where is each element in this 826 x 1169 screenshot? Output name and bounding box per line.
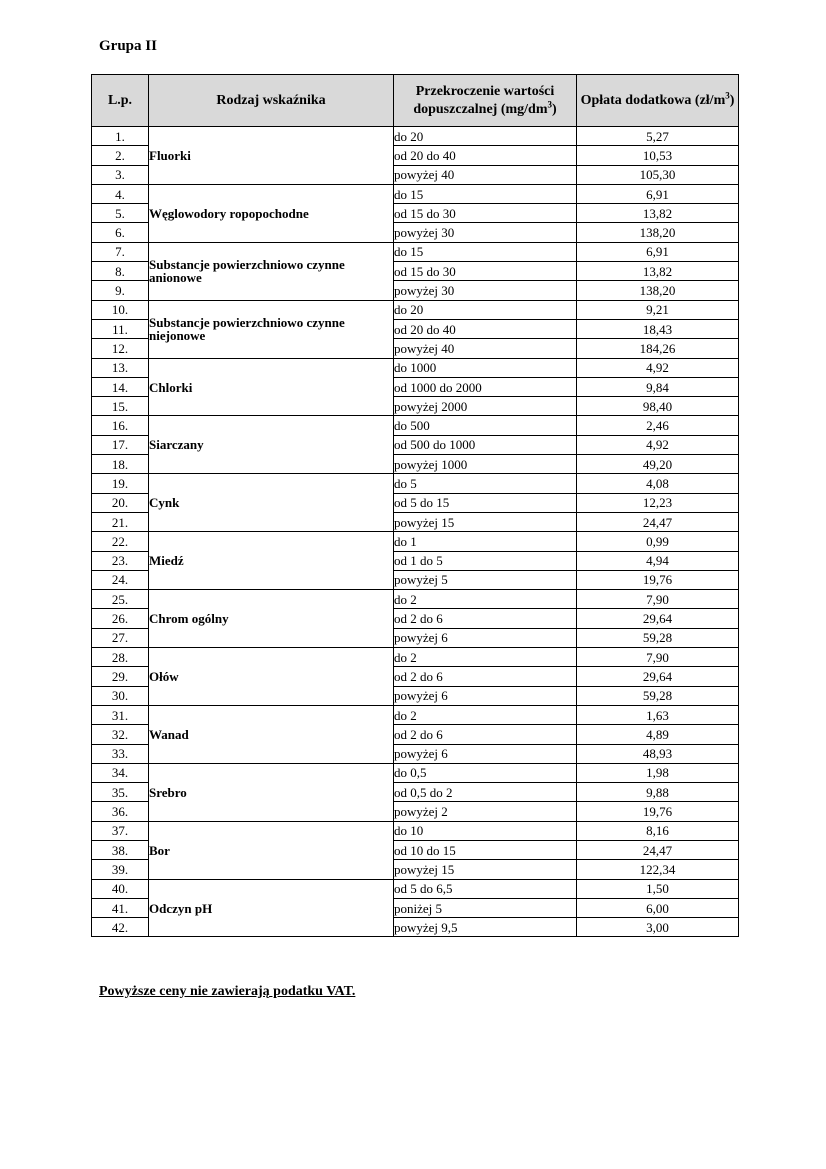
cell-fee: 3,00 xyxy=(577,918,739,937)
cell-indicator-name: Substancje powierzchniowo czynne anionowe xyxy=(149,242,394,300)
cell-fee: 2,46 xyxy=(577,416,739,435)
cell-lp: 13. xyxy=(92,358,149,377)
cell-indicator-name: Cynk xyxy=(149,474,394,532)
cell-fee: 4,92 xyxy=(577,435,739,454)
cell-range: od 2 do 6 xyxy=(394,725,577,744)
cell-lp: 7. xyxy=(92,242,149,261)
cell-fee: 24,47 xyxy=(577,512,739,531)
cell-range: powyżej 40 xyxy=(394,165,577,184)
cell-fee: 0,99 xyxy=(577,532,739,551)
vat-footnote: Powyższe ceny nie zawierają podatku VAT. xyxy=(99,984,356,999)
table-body xyxy=(92,127,739,937)
cell-lp: 37. xyxy=(92,821,149,840)
table-row xyxy=(92,590,739,609)
cell-lp: 28. xyxy=(92,648,149,667)
cell-indicator-name: Węglowodory ropopochodne xyxy=(149,184,394,242)
cell-fee: 4,89 xyxy=(577,725,739,744)
table-row xyxy=(92,821,739,840)
table-header-row xyxy=(92,75,739,127)
header-oplata-sup: 3 xyxy=(725,90,730,101)
cell-lp: 33. xyxy=(92,744,149,763)
cell-lp: 16. xyxy=(92,416,149,435)
cell-fee: 18,43 xyxy=(577,319,739,338)
cell-fee: 9,84 xyxy=(577,377,739,396)
cell-range: od 15 do 30 xyxy=(394,204,577,223)
header-oplata xyxy=(577,75,739,127)
cell-range: powyżej 40 xyxy=(394,339,577,358)
cell-range: od 10 do 15 xyxy=(394,840,577,859)
cell-lp: 27. xyxy=(92,628,149,647)
cell-fee: 6,91 xyxy=(577,242,739,261)
cell-range: do 500 xyxy=(394,416,577,435)
cell-fee: 48,93 xyxy=(577,744,739,763)
cell-range: powyżej 15 xyxy=(394,512,577,531)
cell-range: powyżej 2 xyxy=(394,802,577,821)
table-row xyxy=(92,184,739,203)
cell-fee: 138,20 xyxy=(577,223,739,242)
cell-fee: 122,34 xyxy=(577,860,739,879)
cell-range: od 5 do 15 xyxy=(394,493,577,512)
cell-fee: 29,64 xyxy=(577,667,739,686)
cell-lp: 23. xyxy=(92,551,149,570)
cell-lp: 6. xyxy=(92,223,149,242)
cell-range: do 20 xyxy=(394,127,577,146)
cell-lp: 11. xyxy=(92,319,149,338)
cell-lp: 19. xyxy=(92,474,149,493)
cell-fee: 7,90 xyxy=(577,648,739,667)
cell-fee: 98,40 xyxy=(577,397,739,416)
cell-fee: 24,47 xyxy=(577,840,739,859)
cell-range: do 10 xyxy=(394,821,577,840)
cell-fee: 59,28 xyxy=(577,628,739,647)
cell-indicator-name: Chrom ogólny xyxy=(149,590,394,648)
cell-range: powyżej 1000 xyxy=(394,455,577,474)
cell-lp: 24. xyxy=(92,570,149,589)
cell-lp: 12. xyxy=(92,339,149,358)
header-rodzaj: Rodzaj wskaźnika xyxy=(149,75,394,127)
cell-indicator-name: Fluorki xyxy=(149,127,394,185)
cell-range: do 2 xyxy=(394,590,577,609)
cell-range: powyżej 6 xyxy=(394,744,577,763)
table-row xyxy=(92,879,739,898)
cell-range: od 2 do 6 xyxy=(394,667,577,686)
cell-lp: 9. xyxy=(92,281,149,300)
header-przekroczenie-sup: 3 xyxy=(547,98,552,109)
cell-lp: 15. xyxy=(92,397,149,416)
cell-lp: 18. xyxy=(92,455,149,474)
table-row xyxy=(92,763,739,782)
cell-fee: 29,64 xyxy=(577,609,739,628)
cell-range: do 2 xyxy=(394,648,577,667)
cell-indicator-name: Odczyn pH xyxy=(149,879,394,937)
cell-lp: 40. xyxy=(92,879,149,898)
cell-lp: 2. xyxy=(92,146,149,165)
cell-range: od 500 do 1000 xyxy=(394,435,577,454)
cell-lp: 42. xyxy=(92,918,149,937)
cell-lp: 8. xyxy=(92,262,149,281)
cell-lp: 31. xyxy=(92,705,149,724)
cell-range: powyżej 2000 xyxy=(394,397,577,416)
cell-range: od 5 do 6,5 xyxy=(394,879,577,898)
header-przekroczenie xyxy=(394,75,577,127)
cell-lp: 17. xyxy=(92,435,149,454)
header-oplata-close: ) xyxy=(729,92,735,108)
cell-lp: 38. xyxy=(92,840,149,859)
cell-lp: 1. xyxy=(92,127,149,146)
cell-range: do 1 xyxy=(394,532,577,551)
cell-lp: 34. xyxy=(92,763,149,782)
cell-lp: 35. xyxy=(92,783,149,802)
cell-lp: 14. xyxy=(92,377,149,396)
cell-lp: 10. xyxy=(92,300,149,319)
table-row xyxy=(92,300,739,319)
cell-fee: 4,92 xyxy=(577,358,739,377)
cell-fee: 8,16 xyxy=(577,821,739,840)
cell-range: do 20 xyxy=(394,300,577,319)
cell-range: powyżej 6 xyxy=(394,628,577,647)
cell-fee: 4,08 xyxy=(577,474,739,493)
page-heading: Grupa II xyxy=(99,38,157,54)
cell-range: powyżej 15 xyxy=(394,860,577,879)
cell-lp: 20. xyxy=(92,493,149,512)
cell-range: od 2 do 6 xyxy=(394,609,577,628)
table-row xyxy=(92,648,739,667)
cell-fee: 19,76 xyxy=(577,802,739,821)
cell-fee: 138,20 xyxy=(577,281,739,300)
cell-fee: 1,98 xyxy=(577,763,739,782)
cell-fee: 184,26 xyxy=(577,339,739,358)
cell-range: od 20 do 40 xyxy=(394,146,577,165)
table-row xyxy=(92,127,739,146)
cell-fee: 1,63 xyxy=(577,705,739,724)
cell-range: do 5 xyxy=(394,474,577,493)
cell-fee: 13,82 xyxy=(577,204,739,223)
header-przekroczenie-text: Przekroczenie wartości dopuszczalnej (mg/dm xyxy=(413,84,555,117)
table-row xyxy=(92,416,739,435)
cell-indicator-name: Ołów xyxy=(149,648,394,706)
cell-range: od 15 do 30 xyxy=(394,262,577,281)
cell-lp: 21. xyxy=(92,512,149,531)
cell-range: do 15 xyxy=(394,184,577,203)
header-lp: L.p. xyxy=(92,75,149,127)
cell-lp: 30. xyxy=(92,686,149,705)
cell-range: powyżej 6 xyxy=(394,686,577,705)
cell-lp: 32. xyxy=(92,725,149,744)
cell-fee: 5,27 xyxy=(577,127,739,146)
cell-lp: 26. xyxy=(92,609,149,628)
cell-indicator-name: Siarczany xyxy=(149,416,394,474)
cell-range: powyżej 5 xyxy=(394,570,577,589)
cell-fee: 59,28 xyxy=(577,686,739,705)
cell-fee: 12,23 xyxy=(577,493,739,512)
cell-range: do 15 xyxy=(394,242,577,261)
cell-range: od 1000 do 2000 xyxy=(394,377,577,396)
cell-lp: 4. xyxy=(92,184,149,203)
table-row xyxy=(92,474,739,493)
cell-fee: 49,20 xyxy=(577,455,739,474)
cell-lp: 39. xyxy=(92,860,149,879)
cell-fee: 9,21 xyxy=(577,300,739,319)
cell-lp: 3. xyxy=(92,165,149,184)
cell-fee: 105,30 xyxy=(577,165,739,184)
cell-indicator-name: Miedź xyxy=(149,532,394,590)
cell-range: powyżej 9,5 xyxy=(394,918,577,937)
cell-lp: 36. xyxy=(92,802,149,821)
cell-fee: 4,94 xyxy=(577,551,739,570)
cell-fee: 6,91 xyxy=(577,184,739,203)
cell-range: do 1000 xyxy=(394,358,577,377)
cell-range: powyżej 30 xyxy=(394,223,577,242)
cell-range: poniżej 5 xyxy=(394,898,577,917)
table-row xyxy=(92,705,739,724)
cell-indicator-name: Wanad xyxy=(149,705,394,763)
cell-indicator-name: Bor xyxy=(149,821,394,879)
cell-lp: 41. xyxy=(92,898,149,917)
table-row xyxy=(92,358,739,377)
header-oplata-text: Opłata dodatkowa (zł/m xyxy=(580,92,726,108)
cell-range: do 2 xyxy=(394,705,577,724)
table-row xyxy=(92,532,739,551)
header-przekroczenie-close: ) xyxy=(552,101,557,117)
cell-fee: 13,82 xyxy=(577,262,739,281)
cell-fee: 9,88 xyxy=(577,783,739,802)
cell-range: powyżej 30 xyxy=(394,281,577,300)
cell-range: do 0,5 xyxy=(394,763,577,782)
cell-range: od 0,5 do 2 xyxy=(394,783,577,802)
cell-indicator-name: Chlorki xyxy=(149,358,394,416)
cell-fee: 1,50 xyxy=(577,879,739,898)
cell-lp: 5. xyxy=(92,204,149,223)
cell-indicator-name: Srebro xyxy=(149,763,394,821)
cell-indicator-name: Substancje powierzchniowo czynne niejonowe xyxy=(149,300,394,358)
cell-lp: 29. xyxy=(92,667,149,686)
cell-fee: 7,90 xyxy=(577,590,739,609)
cell-fee: 19,76 xyxy=(577,570,739,589)
rates-table xyxy=(91,74,739,937)
cell-range: od 20 do 40 xyxy=(394,319,577,338)
cell-fee: 6,00 xyxy=(577,898,739,917)
cell-lp: 22. xyxy=(92,532,149,551)
cell-lp: 25. xyxy=(92,590,149,609)
table-row xyxy=(92,242,739,261)
cell-fee: 10,53 xyxy=(577,146,739,165)
cell-range: od 1 do 5 xyxy=(394,551,577,570)
